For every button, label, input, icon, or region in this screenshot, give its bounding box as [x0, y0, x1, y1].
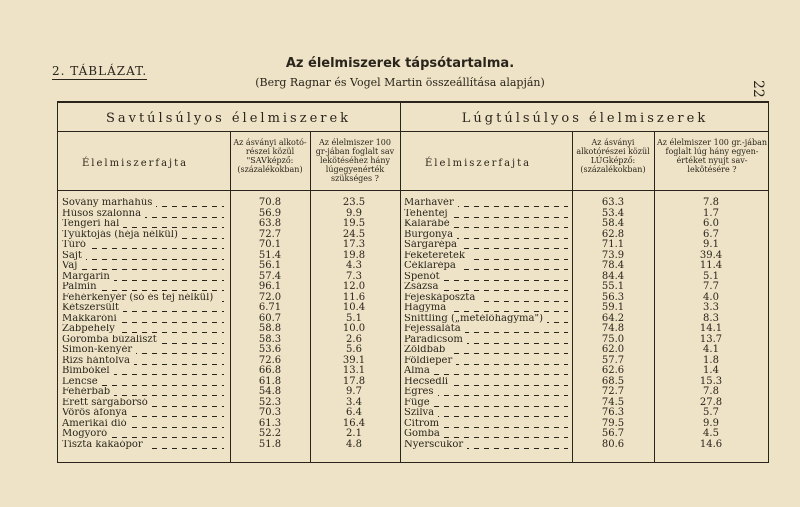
food-name	[404, 282, 568, 293]
food-name-text: Füge	[404, 398, 434, 408]
table-row	[404, 366, 768, 377]
value-b: 15.3	[699, 375, 723, 387]
left-col-name: Élelmiszerfajta	[82, 158, 189, 169]
food-name-text: Sajt	[62, 251, 86, 261]
value-a: 71.1	[601, 239, 625, 250]
food-name-text: Simon-kenyér	[62, 345, 136, 355]
food-name-text: Makkaróni	[62, 314, 121, 324]
table-row	[62, 324, 398, 335]
value-a: 56.1	[258, 260, 282, 271]
value-a: 56.9	[258, 207, 282, 219]
value-a: 55.1	[601, 281, 625, 292]
value-b: 9.1	[703, 239, 719, 250]
value-b: 9.7	[346, 386, 362, 397]
food-name-text: Kétszersült	[62, 303, 123, 313]
value-b: 7.8	[703, 197, 719, 208]
value-b: 14.1	[699, 323, 723, 334]
food-name-text: Tiszta kakaópor	[62, 440, 147, 450]
food-name-text: Húsos szalonna	[62, 209, 145, 219]
table-row	[62, 282, 398, 293]
food-name-text: Mogyoró	[62, 429, 111, 439]
value-a: 53.6	[258, 344, 282, 355]
value-b: 5.7	[703, 407, 719, 418]
page-title: Az élelmiszerek tápsótartalma.	[285, 56, 515, 71]
value-a: 51.8	[258, 438, 282, 450]
right-group-header: Lúgtúlsúlyos élelmiszerek	[461, 111, 709, 126]
food-name	[404, 293, 568, 304]
food-name-text: Amerikai dió	[62, 419, 131, 429]
value-a: 96.1	[258, 281, 282, 292]
food-name-text: Sovány marhahús	[62, 198, 156, 208]
food-name	[404, 398, 568, 409]
food-name-text: Földieper	[404, 356, 456, 366]
value-b: 8.3	[703, 312, 719, 324]
value-a: 66.8	[258, 365, 282, 376]
value-b: 2.1	[346, 428, 362, 439]
food-name-text: Margarin	[62, 272, 114, 282]
page-subtitle: (Berg Ragnar és Vogel Martin összeállítása alapján)	[255, 76, 545, 89]
food-name	[62, 419, 224, 430]
food-name	[62, 251, 224, 262]
food-name	[404, 429, 568, 440]
value-a: 70.1	[258, 239, 282, 250]
value-a: 76.3	[601, 407, 625, 418]
value-b: 6.7	[703, 228, 719, 240]
food-name-text: Hagyma	[404, 303, 450, 313]
value-b: 17.8	[342, 375, 366, 387]
food-name	[62, 398, 224, 409]
left-group-header: Savtúlsúlyos élelmiszerek	[105, 111, 352, 126]
value-b: 3.4	[346, 396, 362, 408]
food-name	[62, 440, 224, 451]
value-b: 14.6	[699, 438, 723, 450]
value-a: 51.4	[258, 249, 282, 261]
food-name	[62, 324, 224, 335]
value-a: 73.9	[601, 249, 625, 261]
food-name-text: Gomba	[404, 429, 444, 439]
value-a: 70.3	[258, 407, 282, 418]
table-row	[404, 198, 768, 209]
food-name-text: Fehérkenyér (só és tej nélkül)	[62, 293, 217, 303]
left-col-b-header: Az élelmiszer 100 gr-jában foglalt sav lekötéséhez hány lúgegyenérték szükséges ?	[315, 138, 395, 183]
table-row	[404, 282, 768, 293]
value-b: 4.5	[703, 428, 719, 439]
value-a: 57.7	[601, 354, 625, 366]
value-a: 72.0	[258, 291, 282, 303]
right-col-name: Élelmiszerfajta	[425, 158, 532, 169]
table-row	[62, 219, 398, 230]
value-b: 3.3	[703, 302, 719, 313]
food-name-text: Spenót	[404, 272, 444, 282]
table-row	[404, 219, 768, 230]
value-a: 70.8	[258, 197, 282, 208]
value-a: 80.6	[601, 438, 625, 450]
food-name	[62, 209, 224, 220]
value-b: 13.7	[699, 333, 723, 345]
value-b: 11.6	[342, 291, 366, 303]
food-name	[62, 303, 224, 314]
value-a: 59.1	[601, 302, 625, 313]
value-b: 4.1	[703, 344, 719, 355]
value-b: 9.9	[346, 207, 362, 219]
food-name	[404, 366, 568, 377]
value-a: 6.71	[258, 302, 282, 313]
food-name	[62, 314, 224, 325]
rule-header	[57, 190, 769, 191]
food-name	[62, 240, 224, 251]
food-name	[404, 209, 568, 220]
value-a: 52.2	[258, 428, 282, 439]
right-col-b-header: Az élelmiszer 100 gr.-jában foglalt lúg hány egyen- értéket nyujt sav- lekötésére ?	[656, 138, 768, 174]
food-name-text: Bimbókel	[62, 366, 114, 376]
food-name	[62, 261, 224, 272]
food-name-text: Fehérbab	[62, 387, 114, 397]
value-a: 53.4	[601, 207, 625, 219]
food-name-text: Szilva	[404, 408, 438, 418]
food-name-text: Burgonya	[404, 230, 457, 240]
food-name-text: Nyerscukor	[404, 440, 467, 450]
value-b: 19.5	[342, 218, 366, 229]
food-name	[404, 303, 568, 314]
table-row	[404, 240, 768, 251]
value-a: 72.6	[258, 354, 282, 366]
value-a: 79.5	[601, 417, 625, 429]
food-name	[62, 272, 224, 283]
food-name-text: Sárgarépa	[404, 240, 461, 250]
value-a: 54.8	[258, 386, 282, 397]
value-a: 78.4	[601, 260, 625, 271]
value-b: 11.4	[699, 260, 723, 271]
value-b: 1.4	[703, 365, 719, 376]
food-name	[404, 387, 568, 398]
value-b: 2.6	[346, 333, 362, 345]
value-a: 64.2	[601, 312, 625, 324]
value-a: 58.3	[258, 333, 282, 345]
value-b: 9.9	[703, 417, 719, 429]
left-rows	[62, 198, 398, 450]
food-name	[62, 219, 224, 230]
value-b: 4.3	[346, 260, 362, 271]
value-a: 58.4	[601, 218, 625, 229]
value-b: 7.3	[346, 270, 362, 282]
right-rows	[404, 198, 768, 450]
food-name	[62, 429, 224, 440]
food-name	[404, 345, 568, 356]
food-name-text: Vaj	[62, 261, 81, 271]
value-b: 7.8	[703, 386, 719, 397]
food-name	[404, 198, 568, 209]
food-name	[404, 272, 568, 283]
value-b: 39.4	[699, 249, 723, 261]
value-a: 84.4	[601, 270, 625, 282]
value-b: 7.7	[703, 281, 719, 292]
value-b: 39.1	[342, 354, 366, 366]
value-a: 56.7	[601, 428, 625, 439]
food-name	[62, 366, 224, 377]
food-name-text: Citrom	[404, 419, 443, 429]
value-b: 4.0	[703, 291, 719, 303]
food-name-text: Tehéntej	[404, 209, 452, 219]
food-name-text: Feketeretek	[404, 251, 469, 261]
value-a: 62.8	[601, 228, 625, 240]
value-a: 63.8	[258, 218, 282, 229]
food-name	[62, 198, 224, 209]
food-name-text: Egres	[404, 387, 438, 397]
food-name-text: Zsázsa	[404, 282, 442, 292]
value-a: 68.5	[601, 375, 625, 387]
food-name-text: Tengeri hal	[62, 219, 123, 229]
food-name-text: Fejessaláta	[404, 324, 465, 334]
value-a: 58.8	[258, 323, 282, 334]
value-b: 19.8	[342, 249, 366, 261]
value-b: 5.1	[346, 312, 362, 324]
value-a: 62.6	[601, 365, 625, 376]
food-name-text: Paradicsom	[404, 335, 467, 345]
table-row	[404, 387, 768, 398]
food-name-text: Hecsedli	[404, 377, 452, 387]
value-a: 74.5	[601, 396, 625, 408]
food-name	[62, 293, 224, 304]
food-name-text: Goromba búzaliszt	[62, 335, 161, 345]
left-col-a-header: Az ásványi alkotó- részei közül "SAVképző: (százalékokban)	[233, 138, 307, 174]
food-name	[404, 240, 568, 251]
food-name	[62, 377, 224, 388]
food-name	[62, 345, 224, 356]
value-b: 4.8	[346, 438, 362, 450]
food-name	[62, 335, 224, 346]
food-name	[404, 314, 568, 325]
food-name-text: Tyúktojás (héja nélkül)	[62, 230, 182, 240]
food-name-text: Zabpehely	[62, 324, 119, 334]
food-name	[62, 408, 224, 419]
value-b: 10.4	[342, 302, 366, 313]
value-b: 23.5	[342, 197, 366, 208]
table-row	[404, 303, 768, 314]
food-name	[404, 408, 568, 419]
value-a: 61.3	[258, 417, 282, 429]
value-a: 57.4	[258, 270, 282, 282]
value-b: 10.0	[342, 323, 366, 334]
right-col-a-header: Az ásványi alkotórészei közül LÚGképző: (százalékokban)	[576, 138, 650, 174]
food-name	[62, 356, 224, 367]
value-a: 75.0	[601, 333, 625, 345]
table-row	[62, 408, 398, 419]
table-row	[62, 387, 398, 398]
value-b: 13.1	[342, 365, 366, 376]
value-b: 6.4	[346, 407, 362, 418]
table-row	[62, 440, 398, 451]
food-name-text: Fejeskáposzta	[404, 293, 479, 303]
table-row	[404, 440, 768, 451]
food-name	[62, 230, 224, 241]
table-row	[62, 198, 398, 209]
value-a: 72.7	[258, 228, 282, 240]
rule-groups	[57, 131, 769, 132]
value-b: 1.8	[703, 354, 719, 366]
food-name	[62, 387, 224, 398]
divider-center	[400, 101, 401, 463]
food-name	[404, 230, 568, 241]
table-row	[404, 408, 768, 419]
food-name	[404, 356, 568, 367]
food-name	[404, 377, 568, 388]
table-row	[62, 345, 398, 356]
food-name-text: Snittling („metélőhagyma")	[404, 314, 547, 324]
value-b: 16.4	[342, 417, 366, 429]
value-a: 56.3	[601, 291, 625, 303]
page-label: 2. TÁBLÁZAT.	[52, 64, 148, 78]
table-row	[62, 366, 398, 377]
food-name-text: Palmin	[62, 282, 101, 292]
table-row	[404, 324, 768, 335]
table-row	[62, 303, 398, 314]
food-name-text: Zöldbab	[404, 345, 449, 355]
page-number: 22	[750, 80, 766, 98]
food-name-text: Érett sárgaborsó	[62, 398, 152, 408]
food-name-text: Vörös áfonya	[62, 408, 131, 418]
value-b: 24.5	[342, 228, 366, 240]
food-name-text: Céklarépa	[404, 261, 460, 271]
food-name-text: Rizs hántolva	[62, 356, 134, 366]
value-a: 52.3	[258, 396, 282, 408]
value-b: 27.8	[699, 396, 723, 408]
value-a: 74.8	[601, 323, 625, 334]
table-row	[404, 261, 768, 272]
food-name	[404, 440, 568, 451]
table-row	[62, 261, 398, 272]
food-name-text: Lencse	[62, 377, 102, 387]
food-name-text: Alma	[404, 366, 434, 376]
food-name	[404, 219, 568, 230]
value-b: 17.3	[342, 239, 366, 250]
table-row	[62, 429, 398, 440]
food-name-text: Marhavér	[404, 198, 458, 208]
value-a: 61.8	[258, 375, 282, 387]
value-b: 5.1	[703, 270, 719, 282]
value-a: 62.0	[601, 344, 625, 355]
value-a: 72.7	[601, 386, 625, 397]
food-name	[404, 261, 568, 272]
food-name-text: Kalarábé	[404, 219, 454, 229]
food-name	[404, 335, 568, 346]
food-name-text: Túró	[62, 240, 90, 250]
table-row	[62, 240, 398, 251]
table-row	[404, 345, 768, 356]
value-a: 60.7	[258, 312, 282, 324]
value-a: 63.3	[601, 197, 625, 208]
value-b: 5.6	[346, 344, 362, 355]
value-b: 1.7	[703, 207, 719, 219]
food-name	[404, 419, 568, 430]
food-name	[62, 282, 224, 293]
table-row	[404, 429, 768, 440]
value-b: 12.0	[342, 281, 366, 292]
food-name	[404, 324, 568, 335]
food-name	[404, 251, 568, 262]
value-b: 6.0	[703, 218, 719, 229]
